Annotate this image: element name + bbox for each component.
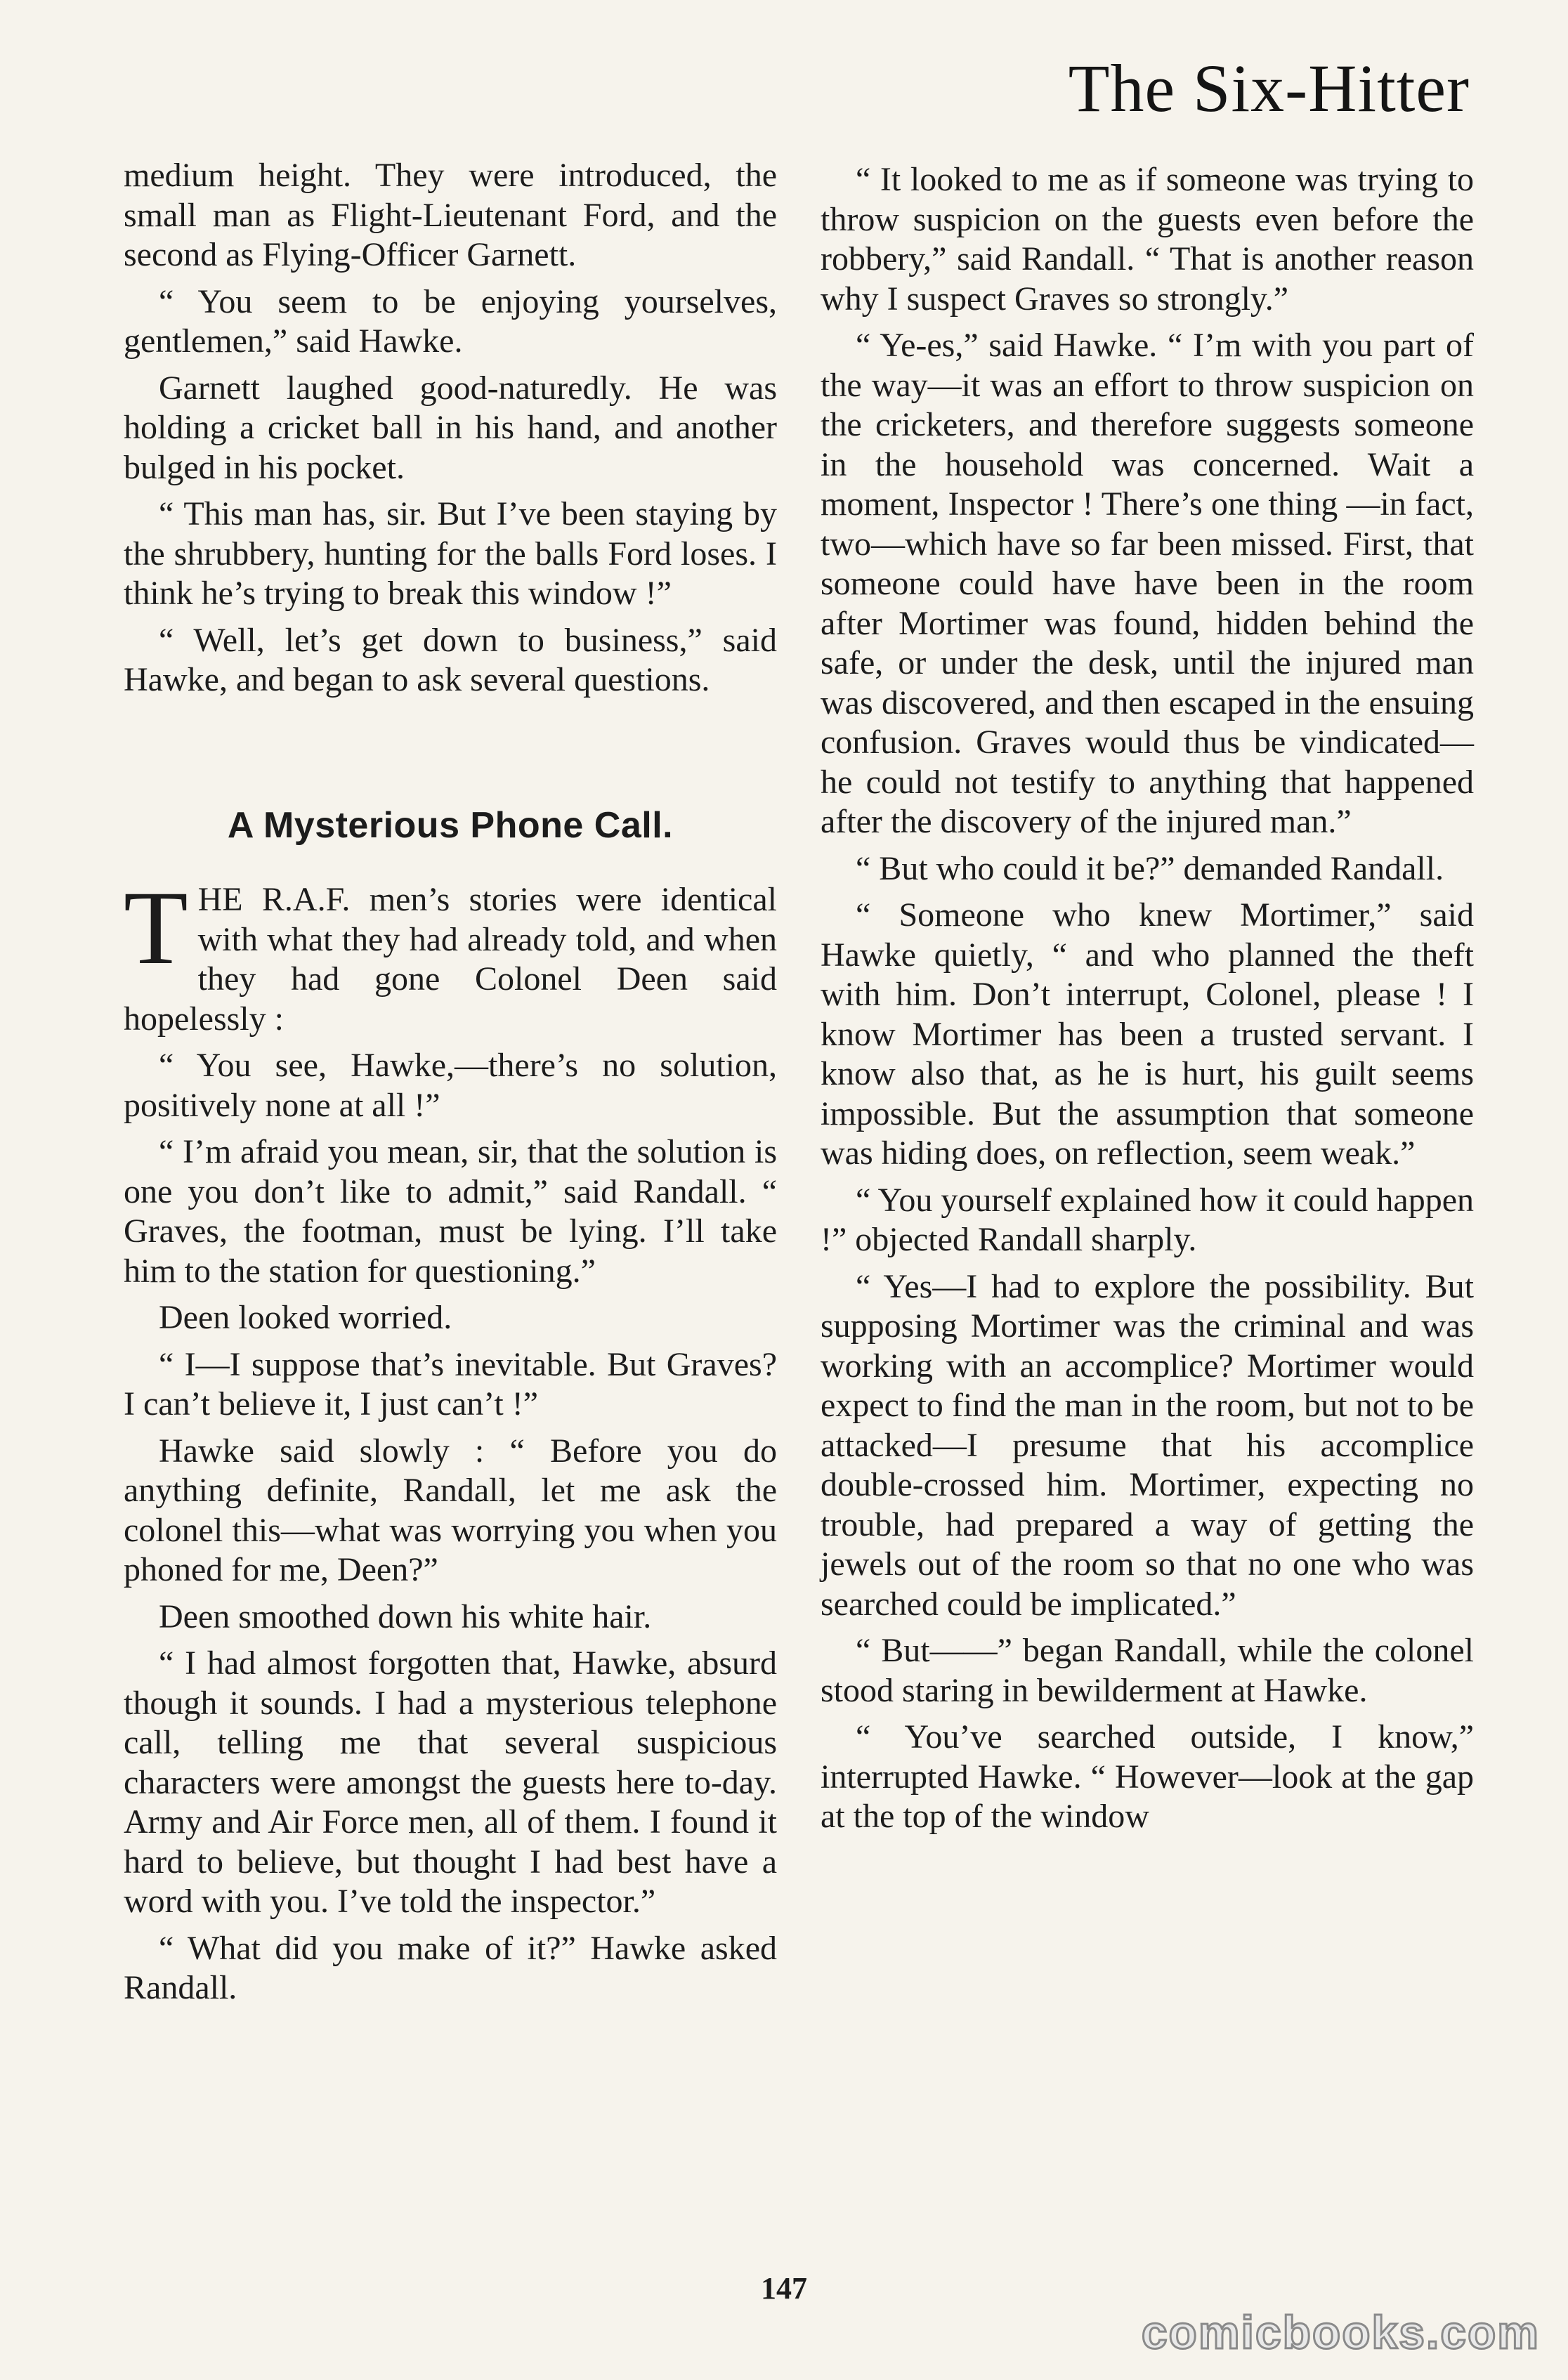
paragraph: medium height. They were introduced, the small man as Flight-Lieutenant Ford, and the second as Flying-Officer Garnett. xyxy=(124,157,777,273)
paragraph: “ You seem to be enjoying yourselves, gentlemen,” said Hawke. xyxy=(124,282,777,360)
running-head: The Six-Hitter xyxy=(1068,51,1470,126)
paragraph: “ Ye-es,” said Hawke. “ I’m with you part of the way—it was an effort to throw suspicion on the cricketers, and therefore suggests someone in the household was concerned. Wait a moment, Inspector ! There’s one thing —in fact, two—which have so far been missed. First, that someone could have have been in the room after Mortimer was found, hidden behind the safe, or under the desk, until the injured man was discovered, and then escaped in the ensuing confusion. Graves would thus be vindicated—he could not testify to anything that happened after the discovery of the injured man.” xyxy=(821,327,1474,840)
section-subheading: A Mysterious Phone Call. xyxy=(227,804,674,846)
paragraph: Deen smoothed down his white hair. xyxy=(159,1597,652,1635)
paragraph: “ You yourself explained how it could happen !” objected Randall sharply. xyxy=(821,1181,1474,1258)
paragraph: Hawke said slowly : “ Before you do anything definite, Randall, let me ask the colonel this—what was worrying you when you phoned for me, Deen?” xyxy=(124,1432,777,1588)
page-number: 147 xyxy=(761,2271,807,2306)
paragraph: “ You see, Hawke,—there’s no solution, positively none at all !” xyxy=(124,1047,777,1124)
paragraph-text: HE R.A.F. men’s stories were identical with what they had already told, and when they had gone Colonel Deen said hopelessly : xyxy=(124,881,777,1038)
paragraph: “ I’m afraid you mean, sir, that the solution is one you don’t like to admit,” said Randall. “ Graves, the footman, must be lying. I’ll take him to the station for questioning.” xyxy=(124,1133,777,1290)
watermark: comicbooks.com xyxy=(1141,2306,1540,2358)
paragraph: “ I—I suppose that’s inevitable. But Graves? I can’t believe it, I just can’t !” xyxy=(124,1345,777,1423)
paragraph: “ It looked to me as if someone was trying to throw suspicion on the guests even before the robbery,” said Randall. “ That is another reason why I suspect Graves so strongly.” xyxy=(821,161,1474,318)
paragraph: “ Someone who knew Mortimer,” said Hawke quietly, “ and who planned the theft with him. Don’t interrupt, Colonel, please ! I know Mortimer has been a trusted servant. I know also that, as he is hurt, his guilt seems impossible. But the assumption that someone was hiding does, on reflection, seem weak.” xyxy=(821,896,1474,1172)
paragraph: “ Well, let’s get down to business,” said Hawke, and began to ask several questions. xyxy=(124,621,777,698)
right-column xyxy=(821,160,1474,1844)
paragraph: “ But——” began Randall, while the colonel stood staring in bewilderment at Hawke. xyxy=(821,1632,1474,1709)
paragraph: “ What did you make of it?” Hawke asked Randall. xyxy=(124,1929,777,2006)
paragraph: “ But who could it be?” demanded Randall. xyxy=(856,849,1444,887)
paragraph: “ This man has, sir. But I’ve been staying by the shrubbery, hunting for the balls Ford loses. I think he’s trying to break this window !” xyxy=(124,495,777,612)
paragraph: “ You’ve searched outside, I know,” interrupted Hawke. “ However—look at the gap at the top of the window xyxy=(821,1718,1474,1835)
paragraph: Garnett laughed good-naturedly. He was holding a cricket ball in his hand, and another bulged in his pocket. xyxy=(124,369,777,486)
paragraph: Deen looked worried. xyxy=(159,1299,452,1336)
paragraph: “ I had almost forgotten that, Hawke, absurd though it sounds. I had a mysterious telephone call, telling me that several suspicious characters were amongst the guests here to-day. Army and Air Force men, all of them. I found it hard to believe, but thought I had best have a word with you. I’ve told the inspector.” xyxy=(124,1645,777,1920)
left-column xyxy=(124,156,777,2015)
paragraph: “ Yes—I had to explore the possibility. But supposing Mortimer was the criminal and was working with an accomplice? Mortimer would expect to find the man in the room, but not to be attacked—I presume that his accomplice double-crossed him. Mortimer, expecting no trouble, had prepared a way of getting the jewels out of the room so that no one who was searched could be implicated.” xyxy=(821,1267,1474,1623)
drop-cap: T xyxy=(124,870,188,986)
paragraph-with-dropcap xyxy=(124,870,777,1039)
